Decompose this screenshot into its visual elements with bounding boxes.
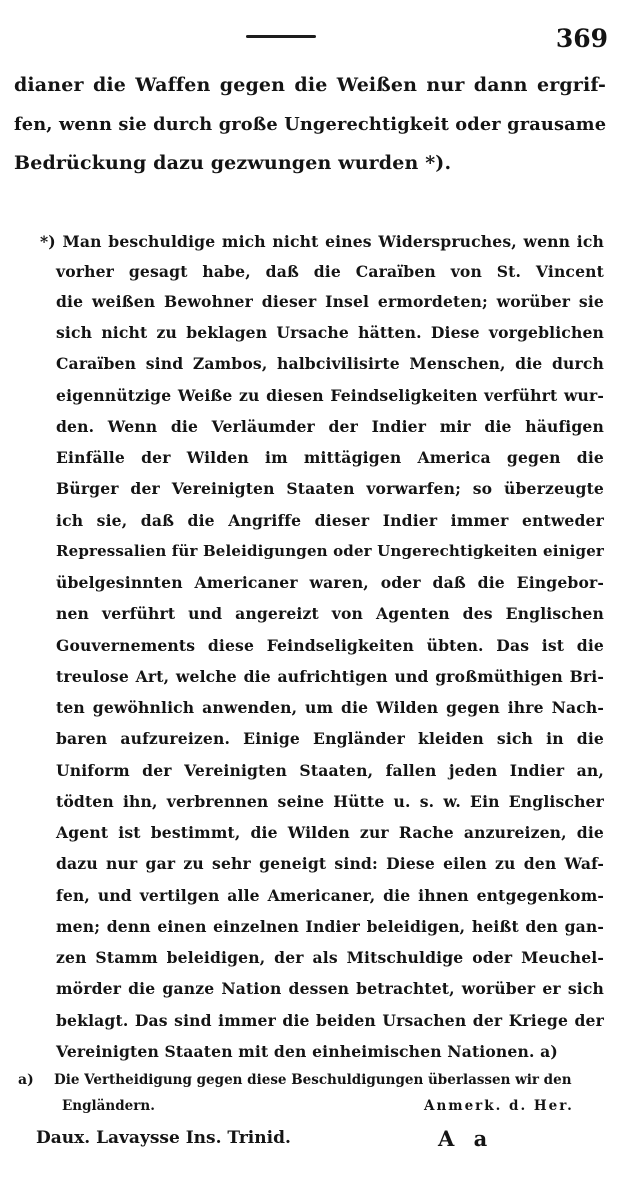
main-text-line: fen, wenn sie durch große Ungerechtigkeit oder grausame [14, 114, 607, 135]
footnote-line: Agent ist bestimmt, die Wilden zur Rache anzureizen, die [56, 823, 604, 842]
footnote-line: Einfälle der Wilden im mittägigen America gegen die [56, 448, 604, 467]
footnote-line: Bürger der Vereinigten Staaten vorwarfen; so überzeugte [56, 479, 604, 498]
footnote-line: ten gewöhnlich anwenden, um die Wilden gegen ihre Nach- [56, 698, 604, 717]
footnote-line: den. Wenn die Verläumder der Indier mir die häufigen [56, 417, 604, 436]
printer-signature-mark: A a [438, 1126, 494, 1151]
footnote-line: Uniform der Vereinigten Staaten, fallen jeden Indier an, [56, 761, 604, 780]
footnote-line: nen verführt und angereizt von Agenten des Englischen [56, 604, 604, 623]
footnote-line: sich nicht zu beklagen Ursache hätten. Diese vorgeblichen [56, 323, 604, 342]
footnote-line: mörder die ganze Nation dessen betrachtet, worüber er sich [56, 979, 604, 998]
footnote-line: beklagt. Das sind immer die beiden Ursachen der Kriege der [56, 1011, 604, 1030]
footnote-line: übelgesinnten Americaner waren, oder daß die Eingebor- [56, 573, 604, 592]
footnote-line: die weißen Bewohner dieser Insel ermordeten; worüber sie [56, 292, 604, 311]
footnote-line: baren aufzureizen. Einige Engländer kleiden sich in die [56, 729, 604, 748]
footnote-line: ich sie, daß die Angriffe dieser Indier immer entweder [56, 511, 604, 530]
footnote-line: Caraïben sind Zambos, halbcivilisirte Menschen, die durch [56, 354, 604, 373]
footnote-line: men; denn einen einzelnen Indier beleidigen, heißt den gan- [56, 917, 604, 936]
footnote-line: Gouvernements diese Feindseligkeiten übten. Das ist die [56, 636, 604, 655]
footnote-line: vorher gesagt habe, daß die Caraïben von St. Vincent [56, 262, 604, 281]
footnote-line: eigennützige Weiße zu diesen Feindseligkeiten verführt wur- [56, 386, 604, 405]
note-line: Engländern. [62, 1098, 155, 1114]
footnote-line: treulose Art, welche die aufrichtigen und großmüthigen Bri- [56, 667, 604, 686]
footnote-line: tödten ihn, verbrennen seine Hütte u. s. w. Ein Englischer [56, 792, 604, 811]
running-footer-title: Daux. Lavaysse Ins. Trinid. [36, 1128, 291, 1148]
main-text-line: Bedrückung dazu gezwungen wurden *). [14, 152, 452, 174]
header-rule [246, 35, 316, 38]
footnote-line: Vereinigten Staaten mit den einheimischen Nationen. a) [56, 1042, 558, 1061]
footnote-line: *) Man beschuldige mich nicht eines Widerspruches, wenn ich [40, 232, 604, 251]
footnote-line: fen, und vertilgen alle Americaner, die ihnen entgegenkom- [56, 886, 604, 905]
footnote-line: dazu nur gar zu sehr geneigt sind: Diese eilen zu den Waf- [56, 854, 604, 873]
note-marker: a) [18, 1072, 34, 1088]
note-line: Die Vertheidigung gegen diese Beschuldigungen überlassen wir den [54, 1072, 572, 1088]
footnote-line: zen Stamm beleidigen, der als Mitschuldige oder Meuchel- [56, 948, 604, 967]
footnote-line: Repressalien für Beleidigungen oder Ungerechtigkeiten einiger [56, 542, 604, 560]
editor-signature: Anmerk. d. Her. [424, 1098, 574, 1114]
main-text-line: dianer die Waffen gegen die Weißen nur dann ergrif- [14, 74, 606, 96]
page-number: 369 [555, 24, 608, 53]
